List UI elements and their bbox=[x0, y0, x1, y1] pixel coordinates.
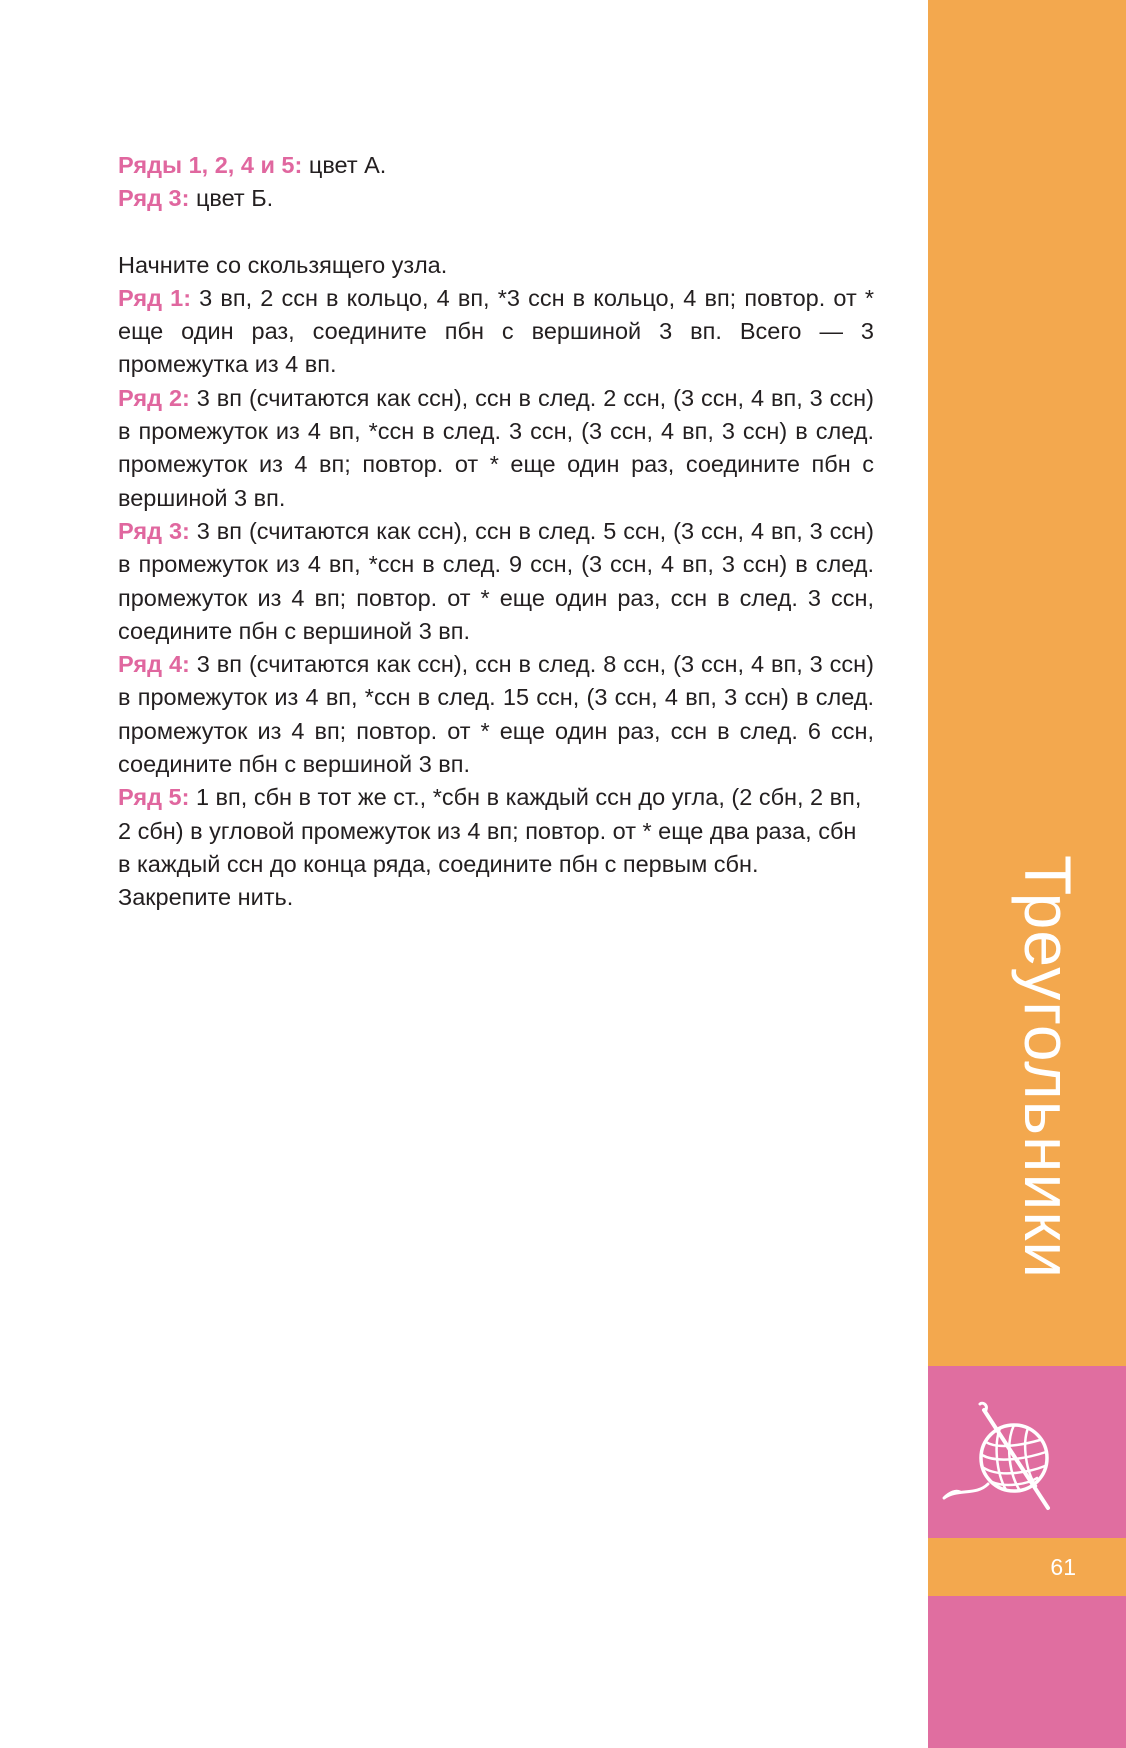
color-text-2: цвет Б. bbox=[189, 185, 274, 212]
section-title: Треугольники bbox=[1011, 855, 1085, 1280]
row-2 bbox=[118, 382, 874, 515]
yarn-ball-crochet-hook-icon bbox=[936, 1400, 1066, 1515]
row-5-label: Ряд 5: bbox=[118, 784, 190, 811]
color-label-1: Ряды 1, 2, 4 и 5: bbox=[118, 152, 303, 178]
row-3-text: 3 вп (считаются как ссн), ссн в след. 5 ссн, (3 ссн, 4 вп, 3 ссн) в промежуток из 4 вп, *ссн в след. 9 ссн, (3 ссн, 4 вп, 3 ссн) в след. промежуток из 4 вп; повтор. от * еще один раз, ссн в след. 3 ссн, соедините пбн с вершиной 3 вп. bbox=[118, 517, 874, 644]
chapter-sidebar bbox=[928, 0, 1126, 1748]
row-1 bbox=[118, 282, 874, 382]
color-label-2: Ряд 3: bbox=[118, 185, 190, 212]
row-5 bbox=[118, 781, 874, 914]
row-5-text: 1 вп, сбн в тот же ст., *сбн в каждый ссн до угла, (2 сбн, 2 вп, 2 сбн) в угловой промежуток из 4 вп; повтор. от * еще два раза, сбн в каждый ссн до конца ряда, соедините пбн с первым сбн. Закрепите нить. bbox=[118, 784, 862, 911]
sidebar-pink-bottom-band bbox=[928, 1596, 1126, 1748]
color-line-1 bbox=[118, 149, 874, 182]
color-text-1: цвет А. bbox=[302, 152, 387, 178]
row-1-text: 3 вп, 2 ссн в кольцо, 4 вп, *3 ссн в кольцо, 4 вп; повтор. от * еще один раз, соедините пбн с вершиной 3 вп. Всего — 3 промежутка из 4 вп. bbox=[118, 284, 875, 378]
row-3-label: Ряд 3: bbox=[118, 517, 190, 544]
row-2-text: 3 вп (считаются как ссн), ссн в след. 2 ссн, (3 ссн, 4 вп, 3 ссн) в промежуток из 4 вп, *ссн в след. 3 ссн, (3 ссн, 4 вп, 3 ссн) в след. промежуток из 4 вп; повтор. от * еще один раз, соедините пбн с вершиной 3 вп. bbox=[118, 384, 874, 511]
color-line-2 bbox=[118, 182, 874, 215]
paragraph-gap bbox=[118, 216, 874, 249]
intro-line: Начните со скользящего узла. bbox=[118, 251, 448, 278]
row-1-label: Ряд 1: bbox=[118, 284, 192, 311]
row-3 bbox=[118, 515, 874, 648]
row-2-label: Ряд 2: bbox=[118, 384, 190, 411]
row-4-text: 3 вп (считаются как ссн), ссн в след. 8 ссн, (3 ссн, 4 вп, 3 ссн) в промежуток из 4 вп, *ссн в след. 15 ссн, (3 ссн, 4 вп, 3 ссн) в след. промежуток из 4 вп; повтор. от * еще один раз, ссн в след. 6 ссн, соедините пбн с вершиной 3 вп. bbox=[118, 651, 874, 778]
instructions-text bbox=[118, 149, 874, 915]
row-4-label: Ряд 4: bbox=[118, 651, 190, 678]
row-4 bbox=[118, 648, 874, 781]
page-number: 61 bbox=[1050, 1554, 1076, 1580]
